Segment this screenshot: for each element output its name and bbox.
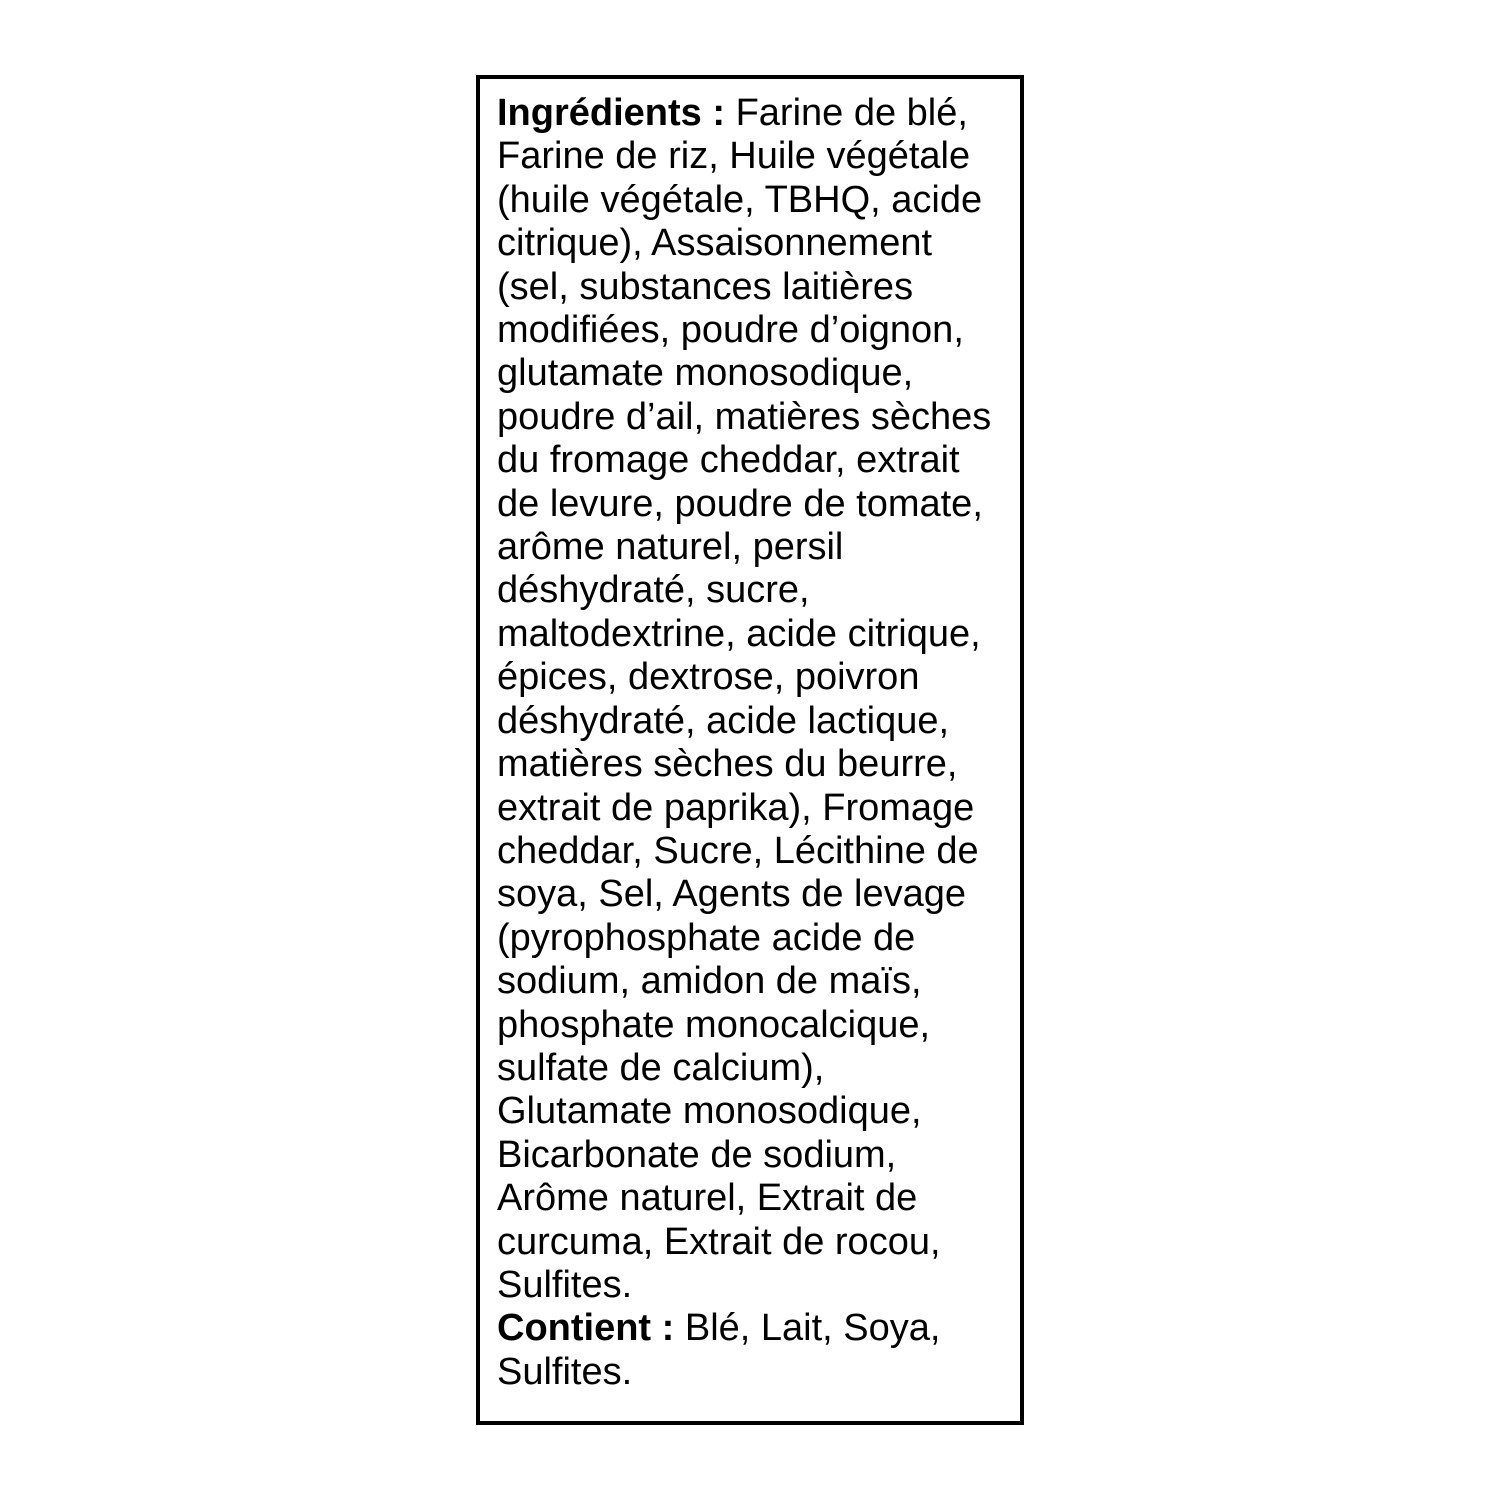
label-line [497,526,1014,569]
label-line [497,960,1014,1003]
ingredient-text: phosphate monocalcique, [497,1003,931,1046]
ingredient-text: soya, Sel, Agents de levage [497,873,966,916]
label-line [497,483,1014,526]
ingredient-text: Farine de riz, Huile végétale [497,135,971,178]
ingredient-text: arôme naturel, persil [497,526,844,569]
ingredient-text: curcuma, Extrait de rocou, [497,1220,941,1263]
ingredient-text: Bicarbonate de sodium, [497,1133,897,1176]
label-line [497,1351,1014,1394]
ingredient-text: épices, dextrose, poivron [497,656,920,699]
label-line [497,266,1014,309]
label-line [497,1004,1014,1047]
ingredient-text: citrique), Assaisonnement [497,222,933,265]
label-line [497,135,1014,178]
label-line [497,1307,1014,1350]
label-line [497,222,1014,265]
label-line [497,787,1014,830]
ingredient-text: Blé, Lait, Soya, [684,1307,941,1350]
ingredients-label-box [476,75,1024,1425]
ingredient-text: extrait de paprika), Fromage [497,786,975,829]
label-line [497,1177,1014,1220]
label-line [497,743,1014,786]
label-line [497,700,1014,743]
ingredient-text: déshydraté, acide lactique, [497,699,950,742]
ingredient-text: sodium, amidon de maïs, [497,960,922,1003]
ingredient-text: Glutamate monosodique, [497,1090,922,1133]
label-line [497,1090,1014,1133]
ingredient-text: de levure, poudre de tomate, [497,482,983,525]
ingredient-text: Sulfites. [497,1263,633,1306]
label-line [497,1134,1014,1177]
label-line [497,569,1014,612]
label-line [497,1264,1014,1307]
label-line [497,656,1014,699]
ingredient-text: (sel, substances laitières [497,265,914,308]
label-line [497,613,1014,656]
label-line [497,1047,1014,1090]
section-heading-text: Ingrédients : [497,92,736,134]
ingredient-text: déshydraté, sucre, [497,569,810,612]
section-heading-text: Contient : [497,1307,685,1350]
ingredient-text: poudre d’ail, matières sèches [497,395,992,438]
ingredient-text: maltodextrine, acide citrique, [497,612,981,655]
ingredient-text: modifiées, poudre d’oignon, [497,309,964,352]
label-line [497,873,1014,916]
ingredient-text: Sulfites. [497,1350,633,1393]
label-line [497,396,1014,439]
ingredient-text: (huile végétale, TBHQ, acide [497,178,983,221]
ingredient-text: cheddar, Sucre, Lécithine de [497,829,979,872]
ingredient-text: matières sèches du beurre, [497,743,958,786]
label-line [497,92,1014,135]
ingredient-text: (pyrophosphate acide de [497,916,916,959]
label-line [497,352,1014,395]
ingredient-text: glutamate monosodique, [497,352,914,395]
ingredient-text: sulfate de calcium), [497,1046,825,1089]
label-line [497,179,1014,222]
label-line [497,1221,1014,1264]
label-line [497,830,1014,873]
label-line [497,309,1014,352]
label-line [497,917,1014,960]
ingredient-text: Arôme naturel, Extrait de [497,1177,918,1220]
ingredient-text: du fromage cheddar, extrait [497,439,960,482]
ingredient-text: Farine de blé, [735,92,968,134]
label-line [497,439,1014,482]
